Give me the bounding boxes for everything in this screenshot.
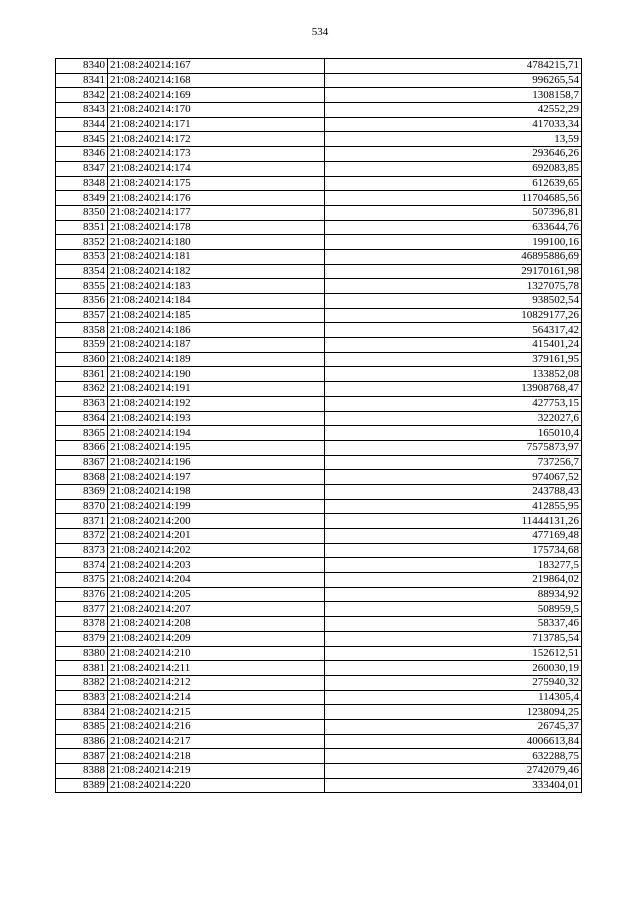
row-number-cell: 8383: [56, 690, 108, 705]
table-row: [56, 147, 582, 162]
value-cell: 42552,29: [325, 103, 582, 118]
value-cell: 4006613,84: [325, 734, 582, 749]
row-number-cell: 8388: [56, 764, 108, 779]
cadastral-number-cell: 21:08:240214:186: [108, 323, 325, 338]
value-cell: 114305,4: [325, 690, 582, 705]
cadastral-number-cell: 21:08:240214:180: [108, 235, 325, 250]
cadastral-number-cell: 21:08:240214:194: [108, 426, 325, 441]
table-row: [56, 602, 582, 617]
row-number-cell: 8343: [56, 103, 108, 118]
cadastral-number-cell: 21:08:240214:208: [108, 617, 325, 632]
row-number-cell: 8349: [56, 191, 108, 206]
row-number-cell: 8373: [56, 543, 108, 558]
value-cell: 4784215,71: [325, 59, 582, 74]
cadastral-number-cell: 21:08:240214:211: [108, 661, 325, 676]
value-cell: 13,59: [325, 132, 582, 147]
row-number-cell: 8364: [56, 411, 108, 426]
value-cell: 29170161,98: [325, 264, 582, 279]
row-number-cell: 8355: [56, 279, 108, 294]
value-cell: 632288,75: [325, 749, 582, 764]
value-cell: 612639,65: [325, 176, 582, 191]
table-body: [56, 59, 582, 793]
cadastral-number-cell: 21:08:240214:184: [108, 294, 325, 309]
row-number-cell: 8363: [56, 396, 108, 411]
cadastral-number-cell: 21:08:240214:181: [108, 249, 325, 264]
table-row: [56, 514, 582, 529]
row-number-cell: 8381: [56, 661, 108, 676]
table-row: [56, 103, 582, 118]
value-cell: 1308158,7: [325, 88, 582, 103]
cadastral-number-cell: 21:08:240214:167: [108, 59, 325, 74]
row-number-cell: 8380: [56, 646, 108, 661]
row-number-cell: 8350: [56, 205, 108, 220]
table-row: [56, 279, 582, 294]
value-cell: 737256,7: [325, 455, 582, 470]
row-number-cell: 8346: [56, 147, 108, 162]
value-cell: 175734,68: [325, 543, 582, 558]
row-number-cell: 8352: [56, 235, 108, 250]
cadastral-number-cell: 21:08:240214:193: [108, 411, 325, 426]
row-number-cell: 8378: [56, 617, 108, 632]
value-cell: 713785,54: [325, 631, 582, 646]
row-number-cell: 8353: [56, 249, 108, 264]
table-row: [56, 661, 582, 676]
value-cell: 379161,95: [325, 352, 582, 367]
value-cell: 633644,76: [325, 220, 582, 235]
cadastral-number-cell: 21:08:240214:202: [108, 543, 325, 558]
row-number-cell: 8358: [56, 323, 108, 338]
value-cell: 1327075,78: [325, 279, 582, 294]
cadastral-number-cell: 21:08:240214:187: [108, 338, 325, 353]
cadastral-number-cell: 21:08:240214:214: [108, 690, 325, 705]
cadastral-number-cell: 21:08:240214:189: [108, 352, 325, 367]
table-row: [56, 690, 582, 705]
table-row: [56, 338, 582, 353]
value-cell: 26745,37: [325, 719, 582, 734]
table-row: [56, 308, 582, 323]
cadastral-number-cell: 21:08:240214:210: [108, 646, 325, 661]
cadastral-number-cell: 21:08:240214:200: [108, 514, 325, 529]
value-cell: 88934,92: [325, 587, 582, 602]
cadastral-number-cell: 21:08:240214:192: [108, 396, 325, 411]
table-row: [56, 631, 582, 646]
cadastral-number-cell: 21:08:240214:204: [108, 573, 325, 588]
value-cell: 477169,48: [325, 529, 582, 544]
table-row: [56, 705, 582, 720]
cadastral-number-cell: 21:08:240214:205: [108, 587, 325, 602]
value-cell: 11704685,56: [325, 191, 582, 206]
table-row: [56, 573, 582, 588]
value-cell: 974067,52: [325, 470, 582, 485]
table-row: [56, 191, 582, 206]
value-cell: 13908768,47: [325, 382, 582, 397]
cadastral-number-cell: 21:08:240214:171: [108, 117, 325, 132]
row-number-cell: 8342: [56, 88, 108, 103]
table-row: [56, 88, 582, 103]
table-row: [56, 764, 582, 779]
cadastral-number-cell: 21:08:240214:176: [108, 191, 325, 206]
table-row: [56, 249, 582, 264]
value-cell: 322027,6: [325, 411, 582, 426]
row-number-cell: 8356: [56, 294, 108, 309]
row-number-cell: 8369: [56, 484, 108, 499]
value-cell: 133852,08: [325, 367, 582, 382]
row-number-cell: 8370: [56, 499, 108, 514]
cadastral-number-cell: 21:08:240214:209: [108, 631, 325, 646]
row-number-cell: 8384: [56, 705, 108, 720]
cadastral-number-cell: 21:08:240214:183: [108, 279, 325, 294]
table-row: [56, 323, 582, 338]
value-cell: 7575873,97: [325, 440, 582, 455]
value-cell: 427753,15: [325, 396, 582, 411]
cadastral-number-cell: 21:08:240214:173: [108, 147, 325, 162]
table-row: [56, 176, 582, 191]
value-cell: 58337,46: [325, 617, 582, 632]
value-cell: 183277,5: [325, 558, 582, 573]
table-row: [56, 352, 582, 367]
row-number-cell: 8367: [56, 455, 108, 470]
row-number-cell: 8377: [56, 602, 108, 617]
table-row: [56, 440, 582, 455]
cadastral-number-cell: 21:08:240214:175: [108, 176, 325, 191]
table-row: [56, 617, 582, 632]
value-cell: 199100,16: [325, 235, 582, 250]
row-number-cell: 8365: [56, 426, 108, 441]
cadastral-number-cell: 21:08:240214:178: [108, 220, 325, 235]
cadastral-number-cell: 21:08:240214:191: [108, 382, 325, 397]
cadastral-number-cell: 21:08:240214:185: [108, 308, 325, 323]
row-number-cell: 8387: [56, 749, 108, 764]
table-row: [56, 558, 582, 573]
row-number-cell: 8379: [56, 631, 108, 646]
row-number-cell: 8362: [56, 382, 108, 397]
cadastral-number-cell: 21:08:240214:197: [108, 470, 325, 485]
row-number-cell: 8386: [56, 734, 108, 749]
cadastral-number-cell: 21:08:240214:198: [108, 484, 325, 499]
cadastral-number-cell: 21:08:240214:182: [108, 264, 325, 279]
value-cell: 1238094,25: [325, 705, 582, 720]
row-number-cell: 8361: [56, 367, 108, 382]
value-cell: 11444131,26: [325, 514, 582, 529]
row-number-cell: 8357: [56, 308, 108, 323]
page-number: 534: [311, 26, 329, 38]
table-row: [56, 778, 582, 793]
value-cell: 46895886,69: [325, 249, 582, 264]
value-cell: 412855,95: [325, 499, 582, 514]
cadastral-number-cell: 21:08:240214:177: [108, 205, 325, 220]
table-row: [56, 734, 582, 749]
table-row: [56, 205, 582, 220]
table-row: [56, 646, 582, 661]
cadastral-number-cell: 21:08:240214:199: [108, 499, 325, 514]
cadastral-number-cell: 21:08:240214:217: [108, 734, 325, 749]
table-row: [56, 529, 582, 544]
table-row: [56, 411, 582, 426]
cadastral-number-cell: 21:08:240214:174: [108, 161, 325, 176]
row-number-cell: 8376: [56, 587, 108, 602]
row-number-cell: 8366: [56, 440, 108, 455]
table-row: [56, 59, 582, 74]
cadastral-number-cell: 21:08:240214:218: [108, 749, 325, 764]
value-cell: 415401,24: [325, 338, 582, 353]
table-row: [56, 455, 582, 470]
row-number-cell: 8347: [56, 161, 108, 176]
cadastral-number-cell: 21:08:240214:219: [108, 764, 325, 779]
table-row: [56, 470, 582, 485]
row-number-cell: 8344: [56, 117, 108, 132]
row-number-cell: 8385: [56, 719, 108, 734]
table-row: [56, 499, 582, 514]
row-number-cell: 8351: [56, 220, 108, 235]
cadastral-number-cell: 21:08:240214:170: [108, 103, 325, 118]
value-cell: 417033,34: [325, 117, 582, 132]
table-row: [56, 749, 582, 764]
value-cell: 152612,51: [325, 646, 582, 661]
cadastral-number-cell: 21:08:240214:203: [108, 558, 325, 573]
table-row: [56, 426, 582, 441]
cadastral-number-cell: 21:08:240214:195: [108, 440, 325, 455]
value-cell: 938502,54: [325, 294, 582, 309]
cadastral-number-cell: 21:08:240214:168: [108, 73, 325, 88]
table-row: [56, 382, 582, 397]
table-row: [56, 396, 582, 411]
table-row: [56, 235, 582, 250]
table-row: [56, 220, 582, 235]
row-number-cell: 8389: [56, 778, 108, 793]
row-number-cell: 8382: [56, 675, 108, 690]
cadastral-number-cell: 21:08:240214:190: [108, 367, 325, 382]
cadastral-number-cell: 21:08:240214:172: [108, 132, 325, 147]
row-number-cell: 8345: [56, 132, 108, 147]
value-cell: 996265,54: [325, 73, 582, 88]
value-cell: 293646,26: [325, 147, 582, 162]
value-cell: 2742079,46: [325, 764, 582, 779]
cadastral-number-cell: 21:08:240214:215: [108, 705, 325, 720]
row-number-cell: 8359: [56, 338, 108, 353]
table-row: [56, 587, 582, 602]
table-row: [56, 132, 582, 147]
row-number-cell: 8368: [56, 470, 108, 485]
value-cell: 275940,32: [325, 675, 582, 690]
table-row: [56, 73, 582, 88]
table-row: [56, 367, 582, 382]
value-cell: 165010,4: [325, 426, 582, 441]
row-number-cell: 8360: [56, 352, 108, 367]
value-cell: 507396,81: [325, 205, 582, 220]
value-cell: 692083,85: [325, 161, 582, 176]
cadastral-number-cell: 21:08:240214:196: [108, 455, 325, 470]
table-row: [56, 719, 582, 734]
table-row: [56, 161, 582, 176]
table-row: [56, 117, 582, 132]
cadastral-number-cell: 21:08:240214:212: [108, 675, 325, 690]
table-row: [56, 543, 582, 558]
row-number-cell: 8341: [56, 73, 108, 88]
row-number-cell: 8372: [56, 529, 108, 544]
cadastral-value-table: [55, 58, 582, 793]
table-row: [56, 675, 582, 690]
row-number-cell: 8375: [56, 573, 108, 588]
cadastral-number-cell: 21:08:240214:220: [108, 778, 325, 793]
row-number-cell: 8374: [56, 558, 108, 573]
value-cell: 10829177,26: [325, 308, 582, 323]
cadastral-number-cell: 21:08:240214:169: [108, 88, 325, 103]
cadastral-number-cell: 21:08:240214:201: [108, 529, 325, 544]
table-row: [56, 484, 582, 499]
table-row: [56, 264, 582, 279]
row-number-cell: 8348: [56, 176, 108, 191]
value-cell: 333404,01: [325, 778, 582, 793]
row-number-cell: 8354: [56, 264, 108, 279]
value-cell: 564317,42: [325, 323, 582, 338]
row-number-cell: 8340: [56, 59, 108, 74]
value-cell: 508959,5: [325, 602, 582, 617]
cadastral-number-cell: 21:08:240214:207: [108, 602, 325, 617]
row-number-cell: 8371: [56, 514, 108, 529]
cadastral-number-cell: 21:08:240214:216: [108, 719, 325, 734]
value-cell: 219864,02: [325, 573, 582, 588]
value-cell: 260030,19: [325, 661, 582, 676]
value-cell: 243788,43: [325, 484, 582, 499]
table-row: [56, 294, 582, 309]
